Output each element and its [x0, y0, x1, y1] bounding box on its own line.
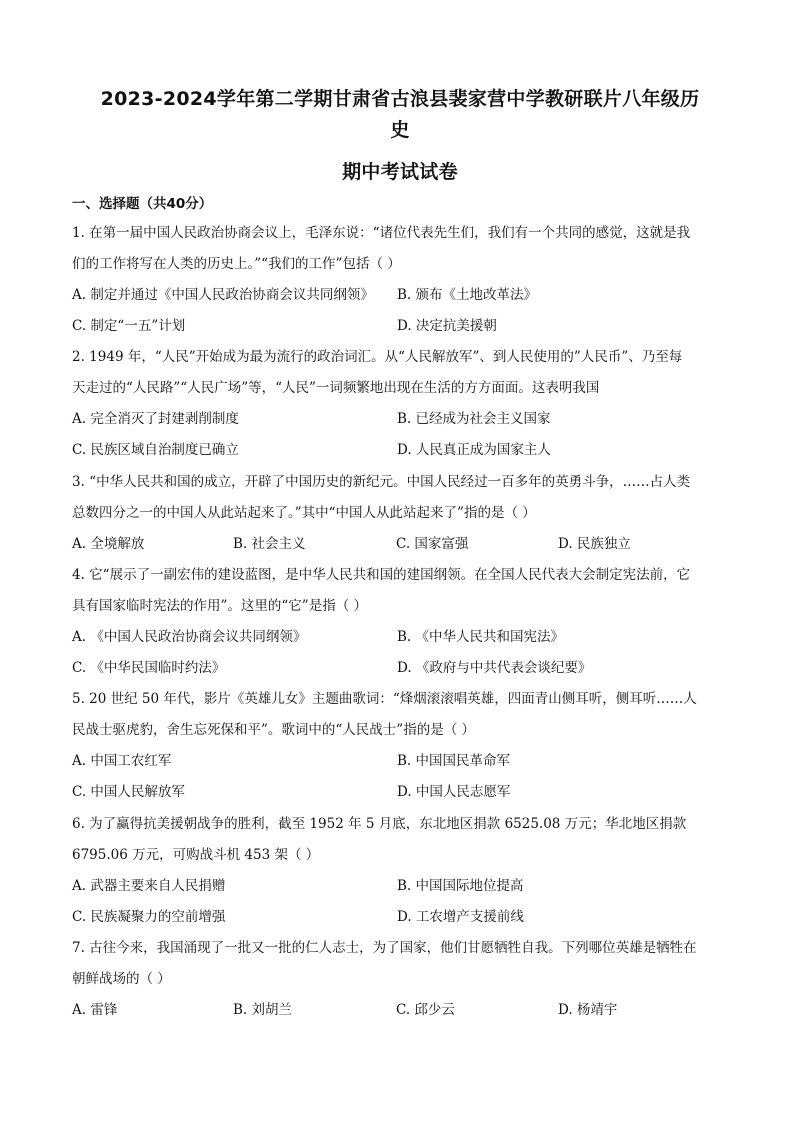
question-7 — [72, 933, 724, 1026]
question-5-option-b: B. 中国国民革命军 — [397, 753, 511, 769]
question-3-line-2: 总数四分之一的中国人从此站起来了。”其中“中国人从此站起来了”指的是（ ） — [72, 505, 536, 521]
question-5-line-2: 民战士驱虎豹，舍生忘死保和平”。歌词中的“人民战士”指的是（ ） — [72, 722, 475, 738]
question-6-line-2: 6795.06 万元，可购战斗机 453 架（ ） — [72, 847, 320, 863]
question-2-line-2: 天走过的“人民路”“人民广场”等，“人民”一词频繁地出现在生活的方方面面。这表明我国 — [72, 380, 600, 396]
question-5 — [72, 684, 724, 808]
question-3 — [72, 467, 724, 560]
question-6-option-c: C. 民族凝聚力的空前增强 — [72, 909, 226, 925]
question-6-option-a: A. 武器主要来自人民捐赠 — [72, 878, 226, 894]
question-6-option-b: B. 中国国际地位提高 — [397, 878, 524, 894]
question-1-line-2: 们的工作将写在人类的历史上。”“我们的工作”包括（ ） — [72, 256, 401, 272]
question-1-option-c: C. 制定“一五”计划 — [72, 318, 186, 334]
question-1-option-b: B. 颁布《土地改革法》 — [397, 287, 538, 303]
question-3-line-1: 3. “中华人民共和国的成立，开辟了中国历史的新纪元。中国人民经过一百多年的英勇斗争，……占人类 — [72, 474, 691, 490]
question-7-line-1: 7. 古往今来，我国涌现了一批又一批的仁人志士，为了国家，他们甘愿牺牲自我。下列哪位英雄是牺牲在 — [72, 940, 697, 956]
question-4-option-a: A. 《中国人民政治协商会议共同纲领》 — [72, 629, 307, 645]
question-5-option-d: D. 中国人民志愿军 — [397, 784, 511, 800]
question-3-option-b: B. 社会主义 — [233, 536, 306, 552]
question-1 — [72, 218, 724, 342]
question-6-line-1: 6. 为了赢得抗美援朝战争的胜利，截至 1952 年 5 月底，东北地区捐款 6525.08 万元；华北地区捐款 — [72, 816, 687, 832]
question-4-option-d: D. 《政府与中共代表会谈纪要》 — [397, 660, 592, 676]
question-3-option-a: A. 全境解放 — [72, 536, 145, 552]
question-7-option-a: A. 雷锋 — [72, 1002, 118, 1018]
question-4-option-b: B. 《中华人民共和国宪法》 — [397, 629, 565, 645]
question-6-option-d: D. 工农增产支援前线 — [397, 909, 524, 925]
question-6 — [72, 809, 724, 933]
question-3-option-d: D. 民族独立 — [558, 536, 631, 552]
question-7-option-d: D. 杨靖宇 — [558, 1002, 618, 1018]
question-5-option-a: A. 中国工农红军 — [72, 753, 172, 769]
exam-title-line-2: 史 — [390, 119, 410, 141]
question-4-line-1: 4. 它“展示了一副宏伟的建设蓝图，是中华人民共和国的建国纲领。在全国人民代表大会制定宪法前，它 — [72, 567, 691, 583]
exam-title-line-3: 期中考试试卷 — [342, 161, 458, 183]
question-2-option-a: A. 完全消灭了封建剥削制度 — [72, 411, 239, 427]
question-7-option-b: B. 刘胡兰 — [233, 1002, 293, 1018]
question-3-option-c: C. 国家富强 — [396, 536, 469, 552]
question-2 — [72, 342, 724, 466]
exam-title-line-1: 2023-2024学年第二学期甘肃省古浪县裴家营中学教研联片八年级历 — [100, 88, 700, 110]
question-4-option-c: C. 《中华民国临时约法》 — [72, 660, 226, 676]
question-7-option-c: C. 邱少云 — [396, 1002, 455, 1018]
question-2-option-b: B. 已经成为社会主义国家 — [397, 411, 551, 427]
question-5-option-c: C. 中国人民解放军 — [72, 784, 185, 800]
question-2-option-d: D. 人民真正成为国家主人 — [397, 442, 551, 458]
question-2-line-1: 2. 1949 年，“人民”开始成为最为流行的政治词汇。从“人民解放军”、到人民使用的”人民币”、乃至每 — [72, 349, 683, 365]
question-1-option-a: A. 制定并通过《中国人民政治协商会议共同纲领》 — [72, 287, 374, 303]
question-1-option-d: D. 决定抗美援朝 — [397, 318, 497, 334]
question-4-line-2: 具有国家临时宪法的作用”。这里的“它”是指（ ） — [72, 598, 367, 614]
section-heading: 一、选择题（共40分） — [72, 196, 213, 212]
question-1-line-1: 1. 在第一届中国人民政治协商会议上，毛泽东说：“诸位代表先生们，我们有一个共同的感觉，这就是我 — [72, 225, 691, 241]
question-4 — [72, 560, 724, 684]
question-2-option-c: C. 民族区域自治制度已确立 — [72, 442, 239, 458]
question-7-line-2: 朝鲜战场的（ ） — [72, 971, 171, 987]
question-5-line-1: 5. 20 世纪 50 年代，影片《英雄儿女》主题曲歌词：“烽烟滚滚唱英雄，四面青山侧耳听，侧耳听……人 — [72, 691, 697, 707]
